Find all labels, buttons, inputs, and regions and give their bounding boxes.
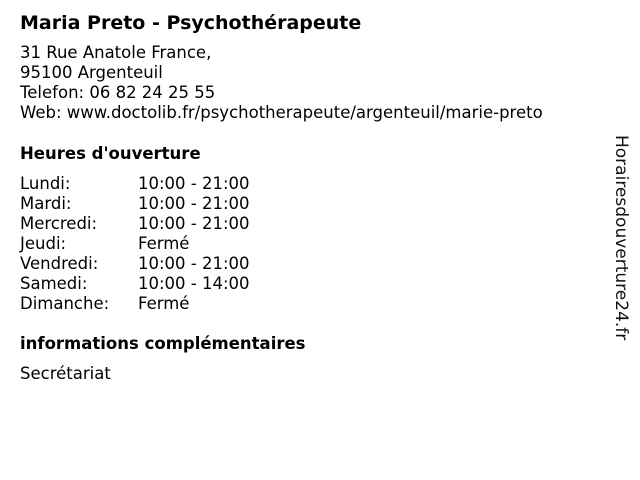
website-text: Web: www.doctolib.fr/psychotherapeute/argenteuil/marie-preto (20, 103, 543, 122)
phone-number: Telefon: 06 82 24 25 55 (20, 83, 216, 102)
day-label: Dimanche: (20, 294, 110, 313)
page-title: Maria Preto - Psychothérapeute (20, 12, 362, 34)
opening-hours-table (20, 174, 250, 314)
opening-hours-heading: Heures d'ouverture (20, 144, 201, 163)
hours-row-sunday (20, 294, 250, 314)
day-label: Mardi: (20, 194, 72, 213)
hours-value: 10:00 - 21:00 (138, 254, 250, 273)
site-watermark: Horairesdouverture24.fr (611, 135, 631, 341)
day-label: Samedi: (20, 274, 88, 293)
hours-row-friday (20, 254, 250, 274)
hours-value: Fermé (138, 294, 190, 313)
hours-value: 10:00 - 21:00 (138, 174, 250, 193)
hours-value: 10:00 - 21:00 (138, 214, 250, 233)
hours-value: 10:00 - 14:00 (138, 274, 250, 293)
hours-row-saturday (20, 274, 250, 294)
day-label: Jeudi: (20, 234, 67, 253)
day-label: Vendredi: (20, 254, 99, 273)
day-label: Lundi: (20, 174, 71, 193)
hours-row-wednesday (20, 214, 250, 234)
hours-row-thursday (20, 234, 250, 254)
street-address: 31 Rue Anatole France, (20, 43, 212, 62)
hours-value: Fermé (138, 234, 190, 253)
hours-value: 10:00 - 21:00 (138, 194, 250, 213)
hours-row-monday (20, 174, 250, 194)
additional-info-text: Secrétariat (20, 364, 111, 383)
additional-info-heading: informations complémentaires (20, 334, 306, 353)
day-label: Mercredi: (20, 214, 98, 233)
city-address: 95100 Argenteuil (20, 63, 163, 82)
address-block (20, 43, 543, 123)
hours-row-tuesday (20, 194, 250, 214)
